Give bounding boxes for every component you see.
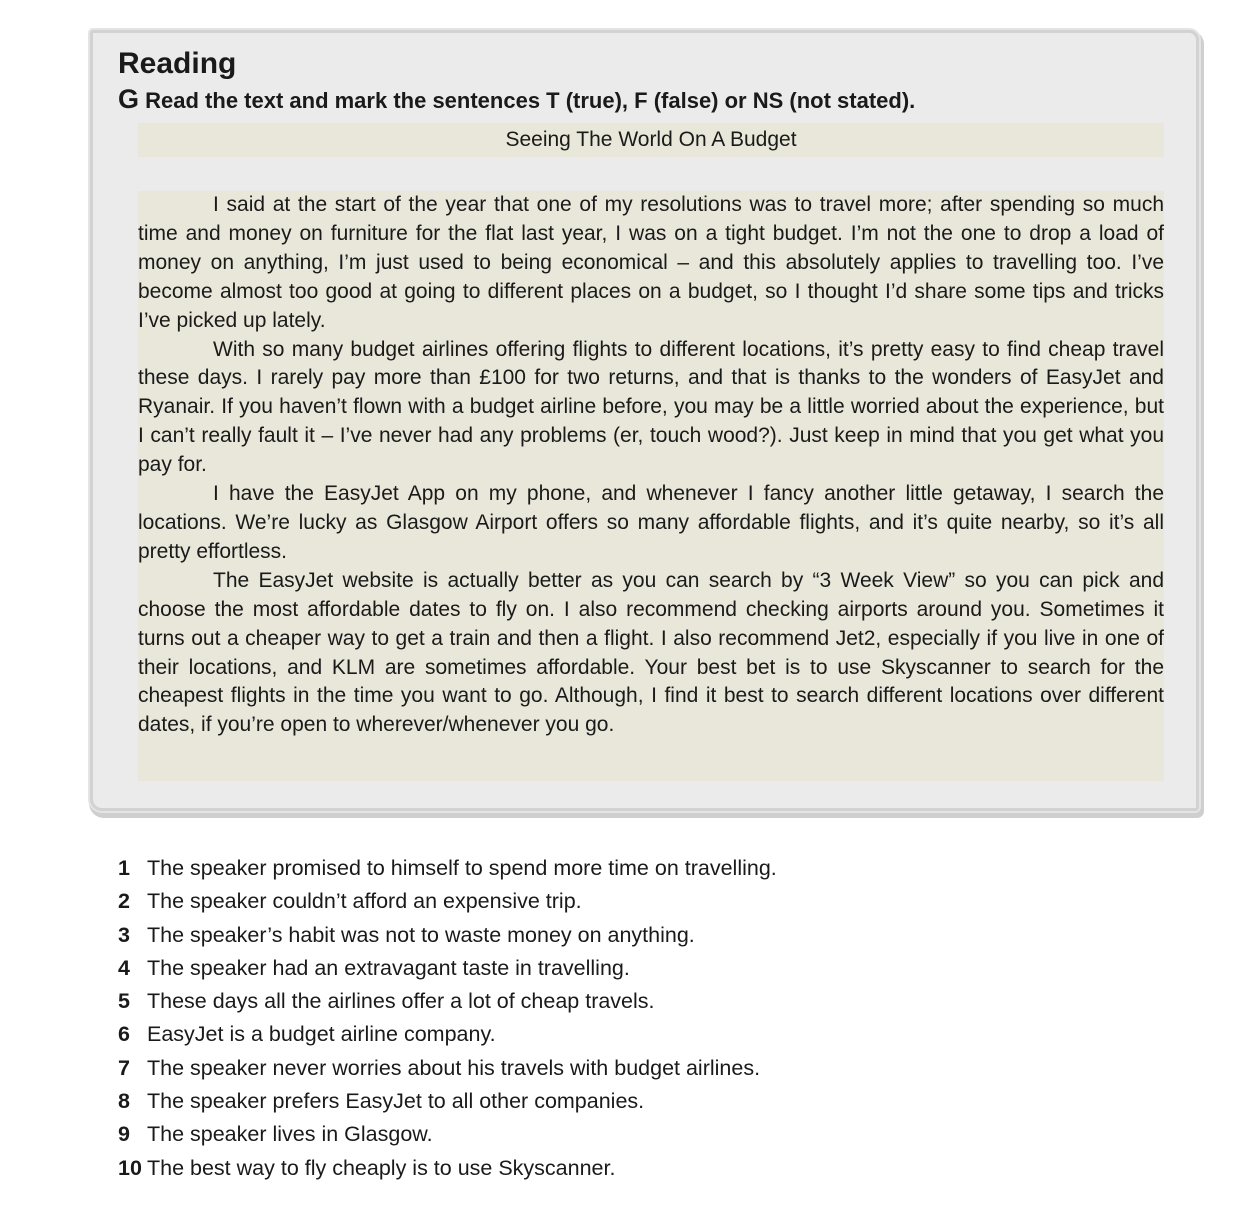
task-instruction [118,84,915,116]
article-paragraph: With so many budget airlines offering flights to different locations, it’s pretty easy to find cheap travel these days. I rarely pay more than £100 for two returns, and that is thanks to the wonders of EasyJet and Ryanair. If you haven’t flown with a budget airline before, you may be a little worried about the experience, but I can’t really fault it – I’ve never had any problems (er, touch wood?). Just keep in mind that you get what you pay for. [138,337,1164,477]
section-title: Reading [118,47,237,80]
statement-item [118,952,777,985]
statement-number: 5 [118,989,130,1014]
statement-number: 8 [118,1089,130,1114]
article-paragraph: I have the EasyJet App on my phone, and whenever I fancy another little getaway, I search the locations. We’re lucky as Glasgow Airport offers so many affordable flights, and it’s quite nearby, so it’s all pretty effortless. [138,482,1164,563]
statement-number: 1 [118,856,130,880]
statement-text: EasyJet is a budget airline company. [147,1022,496,1047]
statement-item [118,985,777,1018]
statement-item [118,1152,777,1185]
statement-item [118,1118,777,1151]
statement-text: The speaker lives in Glasgow. [147,1122,433,1147]
statement-text: The speaker never worries about his travels with budget airlines. [147,1055,761,1080]
statement-number: 3 [118,922,130,947]
statement-item [118,885,777,918]
task-instruction-text: Read the text and mark the sentences T (true), F (false) or NS (not stated). [145,88,916,113]
statement-text: The speaker prefers EasyJet to all other companies. [147,1089,645,1114]
statement-number: 2 [118,889,130,914]
statement-text: The best way to fly cheaply is to use Skyscanner. [147,1155,616,1180]
statement-number: 6 [118,1022,130,1047]
task-letter: G [118,84,140,114]
statement-text: The speaker couldn’t afford an expensive trip. [147,889,582,914]
article-body [138,191,1164,781]
statement-item [118,852,777,885]
statement-item [118,1018,777,1051]
statement-number: 7 [118,1055,130,1080]
article-paragraph: The EasyJet website is actually better as you can search by “3 Week View” so you can pick and choose the most affordable dates to fly on. I also recommend checking airports around you. Sometimes it turns out a cheaper way to get a train and then a flight. I also recommend Jet2, especially if you live in one of their locations, and KLM are sometimes affordable. Your best bet is to use Skyscanner to search for the cheapest flights in the time you want to go. Although, I find it best to search different locations over different dates, if you’re open to wherever/whenever you go. [138,568,1164,737]
article-title: Seeing The World On A Budget [505,128,797,151]
statement-number: 9 [118,1122,130,1147]
statement-text: The speaker had an extravagant taste in travelling. [147,955,630,980]
statement-item [118,919,777,952]
statement-text: These days all the airlines offer a lot of cheap travels. [147,989,655,1014]
statement-list [118,852,777,1185]
statement-number: 10 [118,1155,142,1180]
statement-item [118,1085,777,1118]
statement-text: The speaker’s habit was not to waste money on anything. [147,922,695,947]
statement-text: The speaker promised to himself to spend more time on travelling. [147,856,777,880]
article-title-box [138,123,1164,157]
article-paragraph: I said at the start of the year that one of my resolutions was to travel more; after spending so much time and money on furniture for the flat last year, I was on a tight budget. I’m not the one to drop a load of money on anything, I’m just used to being economical – and this absolutely applies to travelling too. I’ve become almost too good at going to different places on a budget, so I thought I’d share some tips and tricks I’ve picked up lately. [138,193,1164,332]
statement-item [118,1052,777,1085]
statement-number: 4 [118,955,130,980]
